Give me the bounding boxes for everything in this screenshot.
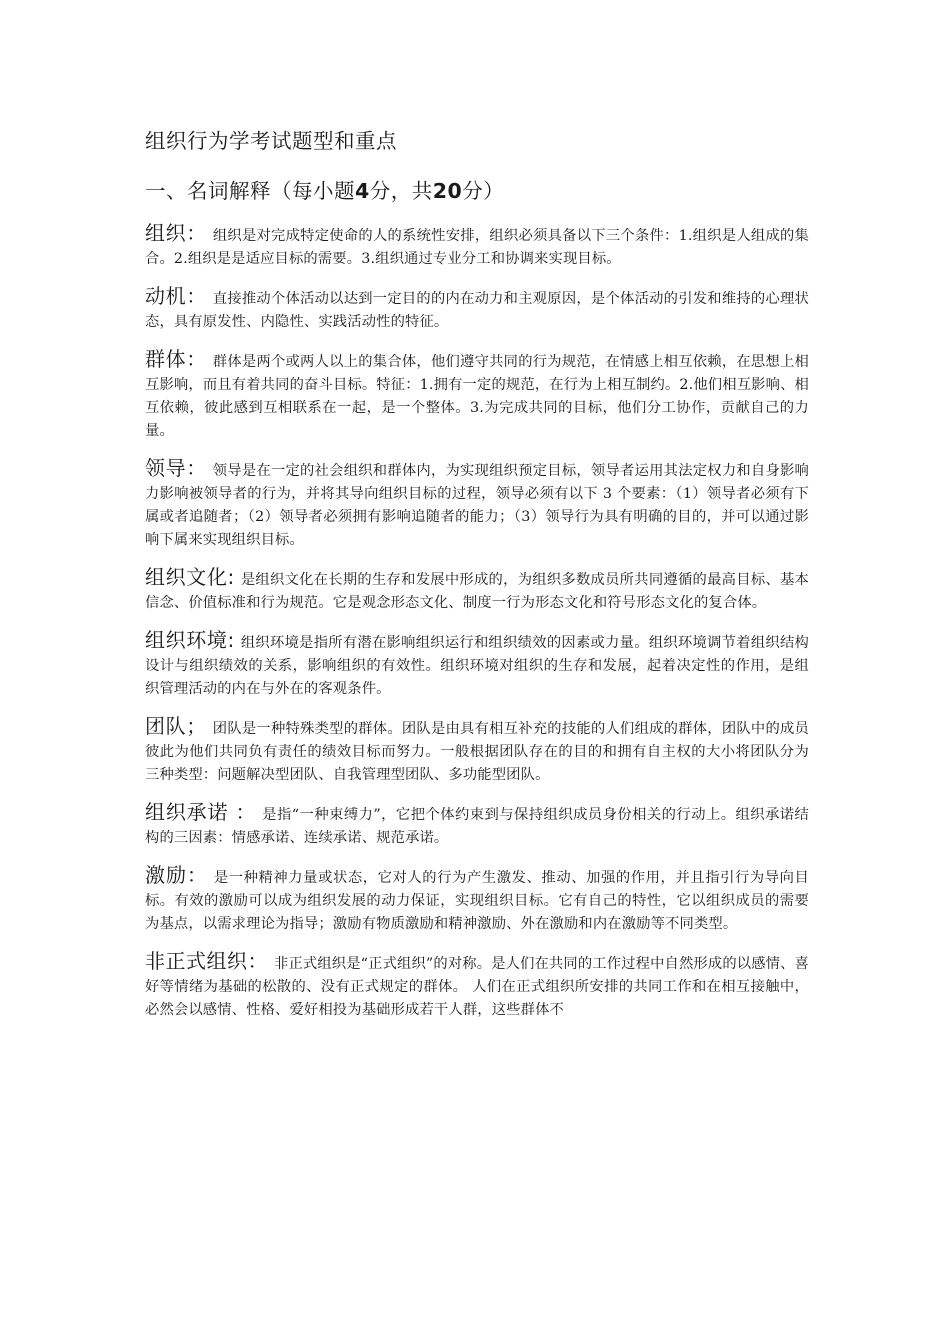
definition-text: 领导是在一定的社会组织和群体内，为实现组织预定目标，领导者运用其法定权力和自身影响力影响被领导者的行为，并将其导向组织目标的过程，领导必须有以下 3 个要素：（1）领导者必须有下属或者追随者；（2）领导者必须拥有影响追随者的能力；（3）领导行为具有明确的目的，并可以通过影响下属来实现组织目标。 [145, 463, 809, 548]
definition-text: 非正式组织是“正式组织”的对称。是人们在共同的工作过程中自然形成的以感情、喜好等情绪为基础的松散的、没有正式规定的群体。 人们在正式组织所安排的共同工作和在相互接触中，必然会以感情、性格、爱好相投为基础形成若干人群，这些群体不 [145, 956, 810, 1018]
definition-text: 组织环境是指所有潜在影响组织运行和组织绩效的因素或力量。组织环境调节着组织结构设计与组织绩效的关系，影响组织的有效性。组织环境对组织的生存和发展，起着决定性的作用，是组织管理活动的内在与外在的客观条件。 [145, 635, 809, 697]
definition-term: 领导： [145, 456, 207, 480]
definition-entry [145, 566, 809, 615]
section-heading-mid: 分，共 [369, 179, 433, 203]
definition-entry [145, 348, 809, 443]
definition-entry [145, 285, 809, 334]
definition-text: 群体是两个或两人以上的集合体，他们遵守共同的行为规范，在情感上相互依赖，在思想上相互影响，而且有着共同的奋斗目标。特征：1.拥有一定的规范，在行为上相互制约。2.他们相互影响、相互依赖，彼此感到互相联系在一起，是一个整体。3.为完成共同的目标，他们分工协作，贡献自己的力量。 [145, 354, 809, 439]
definition-entry [145, 950, 809, 1022]
definition-text: 是指“一种束缚力”，它把个体约束到与保持组织成员身份相关的行动上。组织承诺结构的三因素：情感承诺、连续承诺、规范承诺。 [145, 807, 809, 846]
definition-term: 组织承诺 ： [145, 800, 257, 824]
definition-term: 动机： [145, 284, 207, 308]
definition-term: 激励： [145, 863, 208, 887]
section-heading-points-total: 20 [432, 179, 463, 203]
section-heading-suffix: 分） [462, 179, 505, 203]
definition-text: 团队是一种特殊类型的群体。团队是由具有相互补充的技能的人们组成的群体，团队中的成员彼此为他们共同负有责任的绩效目标而努力。一般根据团队存在的目的和拥有自主权的大小将团队分为三种类型：问题解决型团队、自我管理型团队、多功能型团队。 [145, 721, 809, 783]
section-heading [145, 174, 504, 204]
definition-entry [145, 457, 809, 552]
document-title: 组织行为学考试题型和重点 [145, 129, 397, 153]
definition-text: 组织是对完成特定使命的人的系统性安排，组织必须具备以下三个条件：1.组织是人组成的集合。2.组织是是适应目标的需要。3.组织通过专业分工和协调来实现目标。 [145, 228, 809, 267]
definition-entry [145, 629, 809, 701]
definition-entry [145, 864, 809, 936]
section-heading-points-each: 4 [355, 179, 370, 203]
definition-term: 团队； [145, 714, 207, 738]
definition-term: 群体： [145, 347, 207, 371]
section-heading-prefix: 一、名词解释（每小题 [145, 179, 355, 203]
definition-list [145, 222, 809, 1036]
definition-text: 是一种精神力量或状态，它对人的行为产生激发、推动、加强的作用，并且指引行为导向目标。有效的激励可以成为组织发展的动力保证，实现组织目标。它有自己的特性，它以组织成员的需要为基点，以需求理论为指导；激励有物质激励和精神激励、外在激励和内在激励等不同类型。 [145, 870, 810, 932]
definition-term: 组织环境: [145, 628, 235, 652]
definition-entry [145, 801, 809, 850]
definition-term: 组织文化: [145, 565, 235, 589]
definition-entry [145, 222, 809, 271]
definition-term: 非正式组织： [145, 949, 268, 973]
definition-term: 组织： [145, 221, 207, 245]
definition-text: 直接推动个体活动以达到一定目的的内在动力和主观原因，是个体活动的引发和维持的心理状态，具有原发性、内隐性、实践活动性的特征。 [145, 291, 809, 330]
definition-entry [145, 715, 809, 787]
definition-text: 是组织文化在长期的生存和发展中形成的，为组织多数成员所共同遵循的最高目标、基本信念、价值标准和行为规范。它是观念形态文化、制度一行为形态文化和符号形态文化的复合体。 [145, 572, 809, 611]
